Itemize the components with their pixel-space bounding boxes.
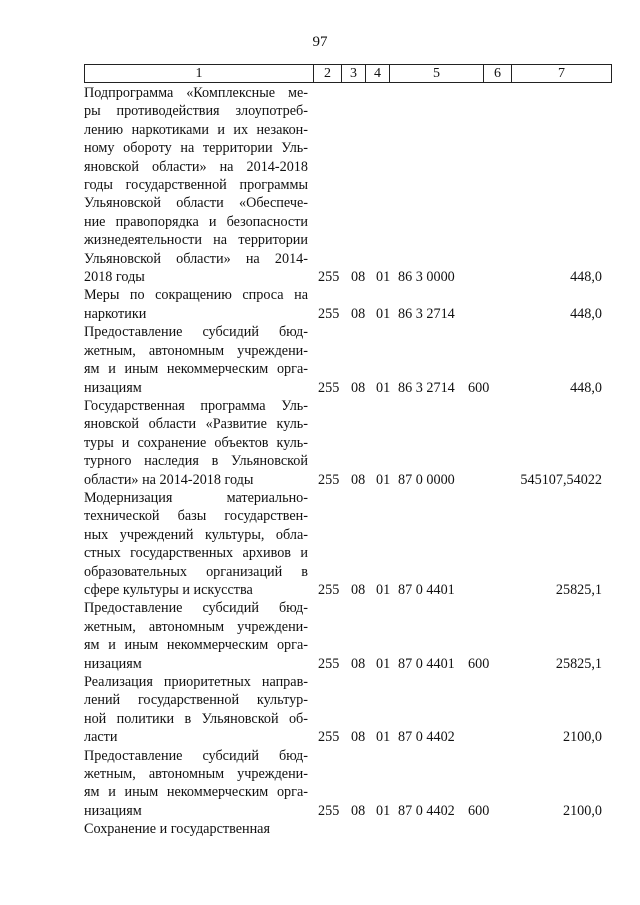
- row-description-line: области» на 2014-2018 годы: [84, 471, 254, 488]
- row-description-line: ной политики в Ульяновской об-: [84, 710, 308, 727]
- code-rz: 08: [351, 379, 366, 396]
- code-rz: 08: [351, 269, 366, 286]
- code-vr: 600: [468, 655, 490, 672]
- row-description-line: годы государственной программы: [84, 177, 308, 194]
- table-row: [84, 84, 612, 286]
- row-description-line: ры противодействия злоупотреб-: [84, 103, 308, 120]
- row-description-line: Модернизация материально-: [84, 489, 308, 506]
- code-vr: 600: [468, 802, 490, 819]
- code-rz: 08: [351, 581, 366, 598]
- table-row: [84, 673, 612, 747]
- code-rz: 08: [351, 729, 366, 746]
- row-description-line: технической базы государствен-: [84, 508, 308, 525]
- code-csr: 87 0 4402: [398, 729, 455, 746]
- header-col-6: 6: [484, 65, 512, 82]
- code-pr: 01: [376, 269, 391, 286]
- row-description-line: сфере культуры и искусства: [84, 581, 253, 598]
- table-row: [84, 286, 612, 323]
- amount: 545107,54022: [520, 471, 602, 488]
- row-description-line: Государственная программа Уль-: [84, 397, 308, 414]
- table-row: [84, 599, 612, 673]
- row-description-line: туры и сохранение объектов куль-: [84, 434, 308, 451]
- table-row: [84, 397, 612, 489]
- page-number: 97: [312, 34, 328, 50]
- table-row: [84, 323, 612, 397]
- code-gr: 255: [318, 655, 340, 672]
- table-header: [84, 64, 612, 83]
- code-rz: 08: [351, 305, 366, 322]
- row-description-line: ям и иным некоммерческим орга-: [84, 637, 308, 654]
- code-csr: 87 0 4401: [398, 581, 455, 598]
- code-pr: 01: [376, 379, 391, 396]
- code-rz: 08: [351, 802, 366, 819]
- row-description-line: Предоставление субсидий бюд-: [84, 324, 308, 341]
- row-description-line: ному обороту на территории Уль-: [84, 140, 308, 157]
- header-col-7: 7: [558, 66, 565, 81]
- amount: 25825,1: [555, 581, 602, 598]
- row-description-line: лений государственной культур-: [84, 692, 308, 709]
- code-gr: 255: [318, 471, 340, 488]
- row-description-line: низациям: [84, 379, 142, 396]
- table-row: [84, 489, 612, 599]
- row-description-line: Предоставление субсидий бюд-: [84, 747, 308, 764]
- row-description: [84, 84, 308, 286]
- code-csr: 86 3 2714: [398, 379, 455, 396]
- code-gr: 255: [318, 729, 340, 746]
- row-description-line: ям и иным некоммерческим орга-: [84, 361, 308, 378]
- code-pr: 01: [376, 802, 391, 819]
- row-description-line: турного наследия в Ульяновской: [84, 453, 308, 470]
- code-gr: 255: [318, 581, 340, 598]
- row-description-line: ласти: [84, 729, 118, 746]
- row-description-line: образовательных организаций в: [84, 563, 308, 580]
- row-description-line: ных учреждений культуры, обла-: [84, 526, 308, 543]
- row-description-line: Реализация приоритетных направ-: [84, 674, 308, 690]
- row-description-line: яновской области» на 2014-2018: [84, 158, 308, 175]
- row-description-line: Подпрограмма «Комплексные ме-: [84, 85, 308, 101]
- code-csr: 87 0 4401: [398, 655, 455, 672]
- code-pr: 01: [376, 305, 391, 322]
- code-gr: 255: [318, 379, 340, 396]
- amount: 25825,1: [555, 655, 602, 672]
- code-gr: 255: [318, 802, 340, 819]
- table-row: [84, 747, 612, 821]
- header-col-1: 1: [85, 65, 314, 82]
- row-description-line: Ульяновской области «Обеспече-: [84, 195, 308, 212]
- row-description-line: Предоставление субсидий бюд-: [84, 600, 308, 617]
- row-description-line: Сохранение и государственная: [84, 821, 270, 838]
- code-gr: 255: [318, 305, 340, 322]
- row-description-line: стных государственных архивов и: [84, 545, 308, 562]
- row-description-line: лению наркотиками и их незакон-: [84, 121, 308, 138]
- row-description-line: жетным, автономным учреждени-: [84, 342, 308, 359]
- header-col-5: 5: [390, 65, 484, 82]
- code-csr: 86 3 2714: [398, 305, 455, 322]
- amount: 448,0: [570, 305, 602, 322]
- code-gr: 255: [318, 269, 340, 286]
- code-pr: 01: [376, 581, 391, 598]
- amount: 2100,0: [562, 729, 602, 746]
- table-body: [84, 84, 612, 839]
- row-description-line: низациям: [84, 802, 142, 819]
- header-col-3: 3: [342, 65, 366, 82]
- row-description-line: ние правопорядка и безопасности: [84, 213, 308, 230]
- code-vr: 600: [468, 379, 490, 396]
- amount: 448,0: [570, 269, 602, 286]
- table-row: [84, 820, 612, 838]
- code-rz: 08: [351, 471, 366, 488]
- row-description-line: жетным, автономным учреждени-: [84, 766, 308, 783]
- row-description-line: ям и иным некоммерческим орга-: [84, 784, 308, 801]
- code-csr: 86 3 0000: [398, 269, 455, 286]
- row-description-line: наркотики: [84, 305, 147, 322]
- row-description-line: низациям: [84, 655, 142, 672]
- row-description-line: жетным, автономным учреждени-: [84, 618, 308, 635]
- code-rz: 08: [351, 655, 366, 672]
- header-col-4: 4: [366, 65, 390, 82]
- code-pr: 01: [376, 729, 391, 746]
- code-pr: 01: [376, 655, 391, 672]
- code-csr: 87 0 4402: [398, 802, 455, 819]
- header-col-2: 2: [314, 65, 342, 82]
- amount: 448,0: [570, 379, 602, 396]
- code-pr: 01: [376, 471, 391, 488]
- row-description-line: яновской области «Развитие куль-: [84, 416, 308, 433]
- code-csr: 87 0 0000: [398, 471, 455, 488]
- row-description-line: Меры по сокращению спроса на: [84, 287, 308, 304]
- row-description-line: жизнедеятельности на территории: [84, 232, 308, 249]
- row-description-line: Ульяновской области» на 2014-: [84, 250, 308, 267]
- row-description-line: 2018 годы: [84, 269, 145, 286]
- amount: 2100,0: [562, 802, 602, 819]
